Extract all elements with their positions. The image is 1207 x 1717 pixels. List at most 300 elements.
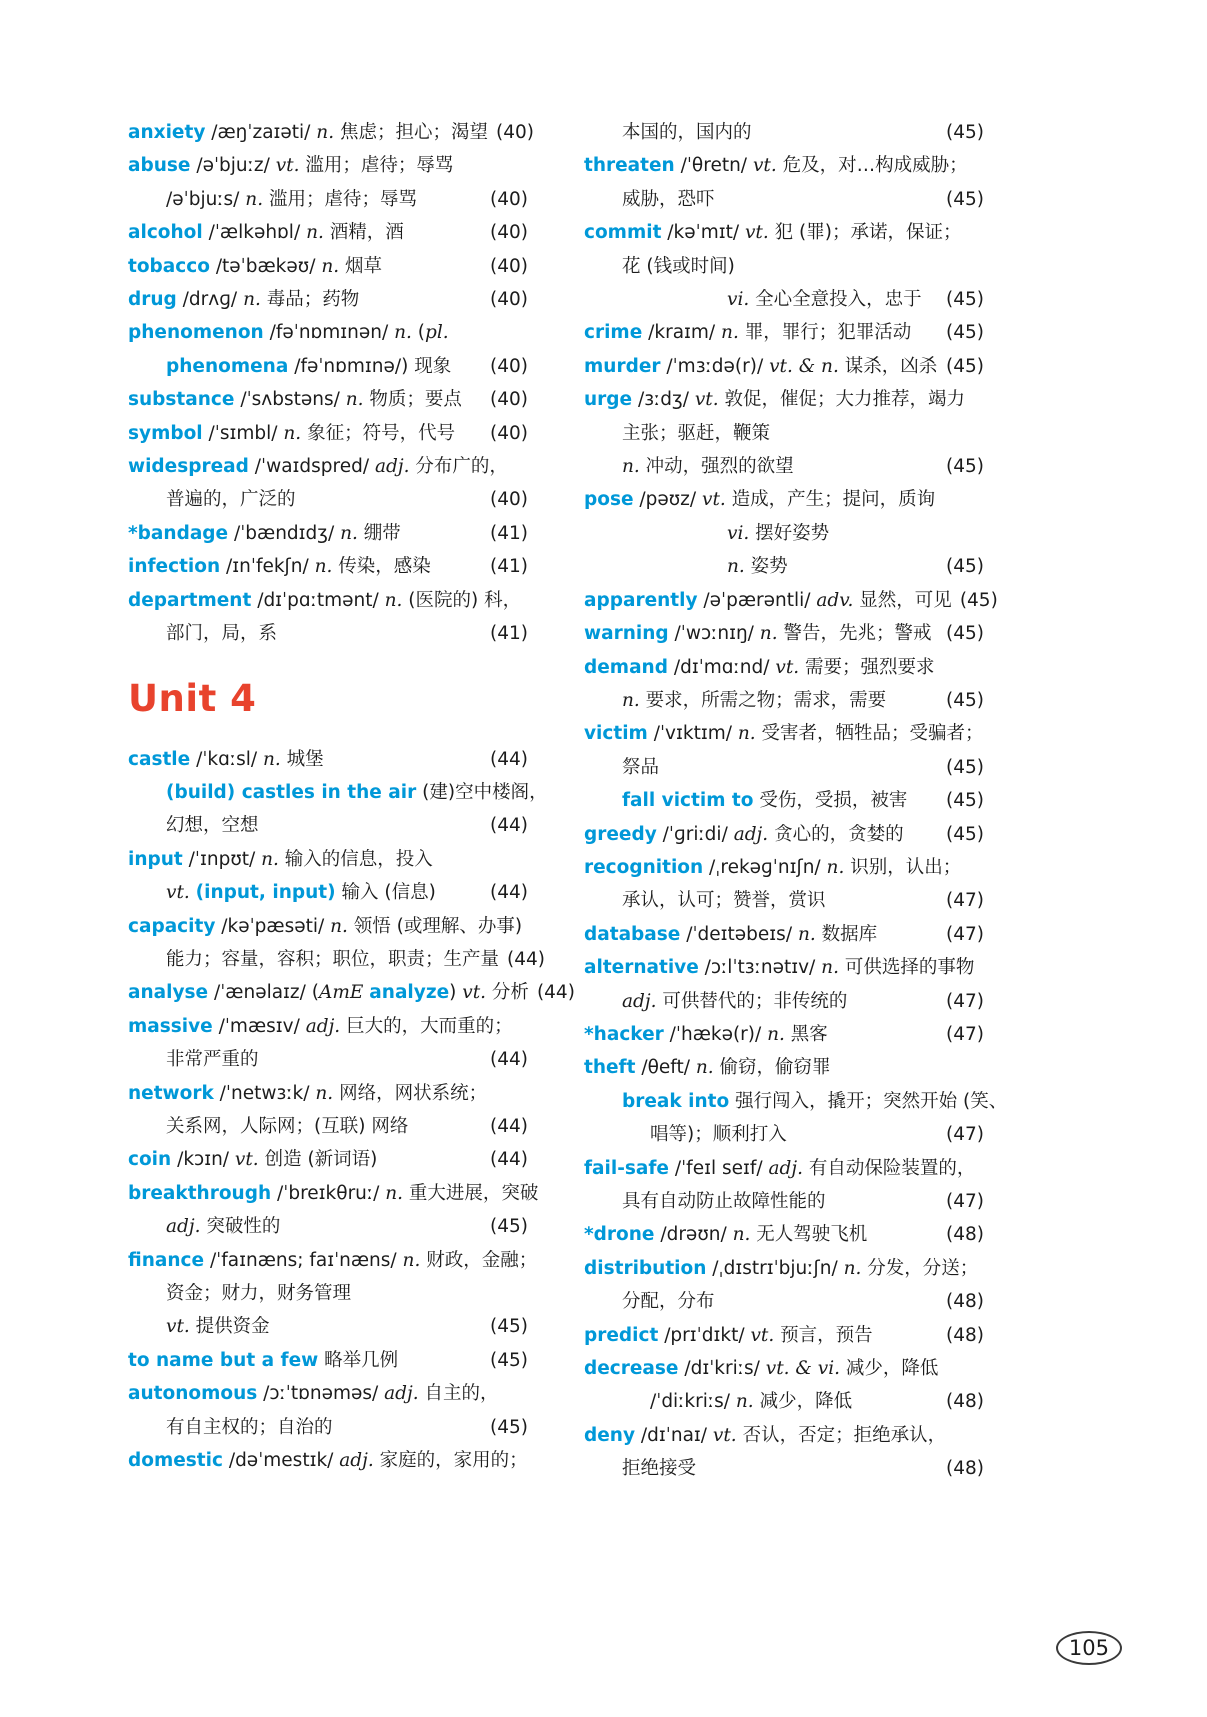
entry-text: /ˈθretn/	[674, 155, 753, 177]
page-ref: (45)	[490, 1216, 528, 1238]
vocab-line-text	[584, 1152, 975, 1185]
vocab-line	[128, 1244, 538, 1277]
vocab-line-text	[128, 1143, 377, 1176]
entry-text: 需要；强烈要求	[799, 656, 935, 678]
vocab-line-text	[166, 809, 259, 842]
entry-text: 姿势	[744, 556, 788, 578]
vocab-line-text	[128, 450, 508, 483]
entry-text: )	[449, 982, 463, 1004]
entry-text: 敦促，催促；大力推荐，竭力	[718, 389, 965, 411]
entry-text: 分布广的，	[409, 456, 508, 478]
entry-text: 巨大的，大而重的；	[340, 1015, 513, 1037]
vocab-line-text	[584, 951, 974, 984]
entry-text: 输入 (信息)	[335, 882, 436, 904]
vocab-line	[128, 1310, 528, 1343]
vocab-line	[128, 383, 528, 416]
vocab-line-text	[128, 383, 462, 416]
vocab-line-text	[584, 617, 931, 650]
headword: *bandage	[128, 522, 229, 544]
page-ref: (45)	[946, 122, 984, 143]
vocab-line	[584, 617, 984, 650]
entry-text: /dɪˈpɑːtmənt/	[251, 589, 385, 611]
pos-label: vt. & vi.	[765, 1358, 840, 1380]
headword: symbol	[128, 422, 203, 444]
entry-text: 分配，分布	[622, 1291, 715, 1313]
vocab-line	[128, 149, 528, 182]
page-ref: (45)	[490, 1416, 528, 1438]
pos-label: n.	[721, 322, 739, 344]
headword: input	[128, 848, 183, 870]
entry-text: 减少，降低	[840, 1358, 939, 1380]
entry-text: /ˈdeɪtəbeɪs/	[680, 923, 798, 945]
pos-label: vt.	[712, 1424, 737, 1446]
entry-text: /ˌdɪstrɪˈbjuːʃn/	[706, 1257, 844, 1279]
entry-text: 毒品；药物	[260, 289, 360, 311]
vocab-line-text	[622, 985, 847, 1018]
vocab-line-text	[128, 417, 455, 450]
page-ref: (45)	[946, 823, 984, 845]
entry-text: /ˈmæsɪv/	[212, 1015, 306, 1037]
entry-text: 全心全意投入，忠于	[749, 289, 922, 311]
vocab-line-text	[584, 1051, 831, 1084]
headword: greedy	[584, 823, 657, 845]
pos-label: vt.	[694, 389, 719, 411]
entry-text: /ˈbændɪdʒ/	[228, 522, 341, 544]
headword: widespread	[128, 456, 249, 478]
pos-label: vt. & n.	[769, 355, 839, 377]
page-ref: (45)	[946, 689, 984, 711]
entry-text: 略举几例	[318, 1349, 399, 1371]
entry-text: 有自主权的；自治的	[166, 1416, 333, 1438]
headword: recognition	[584, 856, 704, 878]
vocab-line	[128, 1177, 539, 1210]
vocab-line-text	[650, 1118, 787, 1151]
pos-label: n.	[384, 589, 403, 611]
headword: analyse	[128, 982, 209, 1004]
vocab-line	[128, 517, 528, 550]
pos-label: adv.	[816, 589, 854, 611]
headword: victim	[584, 723, 648, 745]
vocab-line	[128, 283, 528, 316]
pos-label: vt.	[744, 222, 769, 244]
vocab-line-text	[584, 1018, 828, 1051]
entry-text: 网络，网状系统；	[333, 1082, 488, 1104]
headword: database	[584, 923, 681, 945]
vocab-line	[128, 584, 528, 617]
pos-label: adj.	[305, 1015, 341, 1037]
page-ref: (47)	[946, 923, 984, 945]
pos-label: n.	[245, 188, 264, 210]
page-ref: (40)	[490, 422, 528, 444]
vocab-line-text	[584, 216, 961, 249]
page-ref: (44)	[507, 948, 545, 970]
pos-label: adj.	[622, 990, 657, 1012]
entry-text: 幻想，空想	[166, 815, 259, 837]
headword: capacity	[128, 915, 216, 937]
vocab-line	[584, 116, 984, 149]
headword: phenomena	[166, 355, 289, 377]
headword: network	[128, 1082, 214, 1104]
entry-text: 承认，认可；赞誉，赏识	[622, 890, 826, 912]
vocab-line	[128, 910, 528, 943]
page-ref: (47)	[946, 1124, 984, 1146]
vocab-line-text	[622, 1285, 715, 1318]
vocab-line	[128, 976, 575, 1009]
entry-text: /ˈwɔːnɪŋ/	[668, 623, 760, 645]
page-ref: (40)	[490, 222, 528, 244]
entry-text: /kəˈmɪt/	[661, 222, 745, 244]
page-ref: (45)	[946, 790, 984, 812]
entry-text: 减少，降低	[753, 1391, 853, 1413]
entry-text: 酒精，酒	[323, 222, 404, 244]
vocab-line-text	[727, 550, 788, 583]
vocab-list-left-top	[128, 116, 534, 651]
entry-text: /əˈbjuːz/	[190, 155, 276, 177]
headword: fail-safe	[584, 1157, 669, 1179]
vocab-line	[584, 818, 984, 851]
vocab-line	[584, 851, 984, 884]
entry-text: 数据库	[815, 923, 878, 945]
vocab-line-text	[128, 1244, 537, 1277]
vocab-line-text	[166, 483, 296, 516]
page-ref: (48)	[946, 1291, 984, 1313]
entry-text: 摆好姿势	[749, 522, 830, 544]
vocab-line	[584, 1285, 984, 1318]
unit-heading: Unit 4	[128, 676, 257, 720]
page-ref: (48)	[946, 1458, 984, 1480]
pos-label: n.	[385, 1182, 404, 1204]
pos-label: adj.	[733, 823, 769, 845]
headword: apparently	[584, 589, 698, 611]
pos-label: n.	[262, 748, 281, 770]
entry-text: 城堡	[280, 748, 324, 770]
entry-text: /ˈkɑːsl/	[190, 748, 263, 770]
vocab-list-left-bottom	[128, 743, 575, 1478]
entry-text: 创造 (新词语)	[258, 1149, 378, 1171]
pos-label: n.	[732, 1224, 751, 1246]
headword: warning	[584, 623, 669, 645]
vocab-line	[584, 517, 984, 550]
pos-label: n.	[283, 422, 302, 444]
headword: deny	[584, 1424, 636, 1446]
page-ref: (44)	[490, 882, 528, 904]
headword: to name but a few	[128, 1349, 319, 1371]
entry-text: /kraɪm/	[642, 322, 722, 344]
pos-label: adj.	[768, 1157, 803, 1179]
page-ref: (45)	[946, 188, 984, 210]
vocab-line-text	[584, 851, 961, 884]
entry-text: /ˈvɪktɪm/	[647, 723, 738, 745]
pos-label: vi.	[727, 522, 750, 544]
vocab-line-text	[166, 943, 499, 976]
pos-label: n.	[826, 856, 845, 878]
vocab-line-text	[622, 417, 770, 450]
pos-label: vt.	[750, 1324, 775, 1346]
vocab-line-text	[584, 717, 984, 750]
vocab-line-text	[166, 1277, 351, 1310]
headword: murder	[584, 355, 661, 377]
entry-text: 财政，金融；	[420, 1249, 538, 1271]
vocab-line-text	[166, 776, 548, 809]
vocab-line-text	[128, 316, 449, 349]
entry-text: /əˈpærəntli/	[697, 589, 817, 611]
pos-label: n.	[321, 255, 340, 277]
vocab-line-text	[166, 617, 277, 650]
page-ref: (44)	[490, 748, 528, 770]
vocab-line	[584, 450, 984, 483]
vocab-line	[128, 350, 528, 383]
vocab-line	[584, 250, 984, 283]
entry-text: 突破性的	[200, 1216, 281, 1238]
headword: decrease	[584, 1358, 679, 1380]
vocab-line	[128, 417, 528, 450]
pos-label: n.	[316, 122, 335, 143]
entry-text: /drəʊn/	[654, 1224, 733, 1246]
entry-text: 拒绝接受	[622, 1458, 697, 1480]
vocab-line	[128, 1077, 528, 1110]
vocab-line	[584, 483, 984, 516]
headword: anxiety	[128, 122, 206, 143]
page-ref: (44)	[490, 1149, 528, 1171]
page-ref: (40)	[490, 389, 528, 411]
vocab-line-text	[584, 818, 904, 851]
pos-label: adj.	[374, 456, 410, 478]
pos-label: AmE	[318, 982, 364, 1004]
entry-text: 可供选择的事物	[838, 957, 975, 979]
vocab-line-text	[128, 1177, 538, 1210]
vocab-line	[128, 250, 528, 283]
entry-text: 无人驾驶飞机	[750, 1224, 868, 1246]
entry-text: 领悟 (或理解、办事)	[347, 915, 523, 937]
vocab-line-text	[128, 1344, 398, 1377]
entry-text: /ˌrekəɡˈnɪʃn/	[703, 856, 827, 878]
vocab-line-text	[622, 784, 907, 817]
entry-text: 贪心的，贪婪的	[768, 823, 904, 845]
vocab-line-text	[166, 876, 436, 909]
vocab-line	[584, 784, 984, 817]
entry-text: 祭品	[622, 756, 660, 778]
entry-text: /əˈbjuːs/	[166, 188, 246, 210]
vocab-line-text	[622, 450, 794, 483]
entry-text: 烟草	[339, 255, 383, 277]
vocab-line	[584, 1419, 984, 1452]
pos-label: n.	[695, 1057, 714, 1079]
page-ref: (41)	[490, 522, 528, 544]
vocab-line-text	[584, 483, 935, 516]
entry-text: 能力；容量，容积；职位，职责；生产量	[166, 948, 500, 970]
entry-text: 危及，对…构成威胁；	[776, 155, 968, 177]
pos-label: n.	[821, 957, 839, 979]
vocab-line	[128, 450, 528, 483]
vocab-line	[584, 651, 984, 684]
vocab-line	[584, 383, 984, 416]
entry-text: /ɜːdʒ/	[632, 389, 695, 411]
page-ref: (48)	[946, 1324, 984, 1346]
vocab-line	[128, 743, 528, 776]
entry-text: (建)空中楼阁，	[416, 781, 548, 803]
entry-text: /ɔːˈtɒnəməs/	[257, 1383, 385, 1405]
pos-label: n.	[735, 1391, 754, 1413]
entry-text: 犯 (罪)；承诺，保证；	[768, 222, 962, 244]
vocab-line	[584, 350, 984, 383]
vocab-line	[584, 884, 984, 917]
page-ref: (47)	[946, 1191, 984, 1212]
vocab-line-text	[128, 116, 488, 149]
pos-label: vt.	[462, 982, 487, 1004]
pos-label: n.	[843, 1257, 862, 1279]
vocab-line	[584, 149, 984, 182]
vocab-line-text	[727, 517, 829, 550]
vocab-line-text	[622, 751, 659, 784]
pos-label: vt.	[234, 1149, 259, 1171]
entry-text: /fəˈnɒmɪnən/	[263, 322, 395, 344]
headword: crime	[584, 322, 643, 344]
headword: tobacco	[128, 255, 210, 277]
page-ref: (40)	[490, 489, 528, 511]
entry-text: 要求，所需之物；需求，需要	[639, 689, 887, 711]
vocab-line-text	[584, 1218, 867, 1251]
entry-text: 关系网，人际网；(互联) 网络	[166, 1115, 409, 1137]
entry-text: /kəˈpæsəti/	[215, 915, 331, 937]
vocab-line	[584, 1085, 1008, 1118]
entry-text: 家庭的，家用的；	[373, 1450, 528, 1472]
pos-label: n.	[315, 1082, 334, 1104]
entry-text: 识别，认出；	[844, 856, 962, 878]
vocab-line	[584, 985, 984, 1018]
vocab-line-text	[584, 584, 952, 617]
vocab-line-text	[128, 250, 382, 283]
entry-text: 受害者，牺牲品；受骗者；	[755, 723, 984, 745]
pos-label: n.	[261, 848, 279, 870]
entry-text: 具有自动防止故障性能的	[622, 1191, 826, 1212]
pos-label: vt.	[166, 882, 190, 904]
page-ref: (47)	[946, 1023, 984, 1045]
headword: massive	[128, 1015, 213, 1037]
headword: phenomenon	[128, 322, 264, 344]
vocab-line-text	[584, 350, 937, 383]
vocab-line-text	[166, 183, 417, 216]
entry-text: /θeft/	[635, 1057, 696, 1079]
vocab-line	[584, 216, 984, 249]
vocab-line-text	[584, 383, 965, 416]
vocab-line	[128, 1143, 528, 1176]
page-ref: (40)	[490, 355, 528, 377]
entry-text: /dɪˈmɑːnd/	[667, 656, 776, 678]
vocab-line-text	[622, 1185, 826, 1218]
vocab-line-text	[166, 1210, 280, 1243]
entry-text: 传染，感染	[332, 556, 431, 578]
pos-label: adj.	[384, 1383, 419, 1405]
pos-label: pl.	[425, 322, 449, 344]
pos-label: n.	[797, 923, 816, 945]
pos-label: vt.	[166, 1316, 190, 1338]
page-ref: (45)	[490, 1316, 528, 1338]
entry-text: /ɔːlˈtɜːnətɪv/	[698, 957, 822, 979]
entry-text: /ˈnetwɜːk/	[213, 1082, 316, 1104]
entry-text: 资金；财力，财务管理	[166, 1283, 352, 1304]
vocab-line	[128, 943, 545, 976]
vocab-line	[128, 1344, 528, 1377]
vocab-line-text	[584, 1319, 873, 1352]
page-ref: (47)	[946, 890, 984, 912]
page-ref: (45)	[946, 756, 984, 778]
headword: pose	[584, 489, 634, 511]
vocab-line	[128, 216, 528, 249]
entry-text: /ˈsʌbstəns/	[234, 389, 346, 411]
entry-text: /ˈɡriːdi/	[656, 823, 734, 845]
entry-text: /ˈsɪmbl/	[202, 422, 284, 444]
entry-text: 滥用；虐待；辱骂	[263, 188, 417, 210]
right-column	[584, 116, 1008, 1486]
vocab-line	[584, 1252, 984, 1285]
page-ref: (48)	[946, 1391, 984, 1413]
vocab-line-text	[128, 149, 453, 182]
vocab-line-text	[128, 1010, 513, 1043]
entry-text: 谋杀，凶杀	[838, 355, 938, 377]
entry-text: 预言，预告	[774, 1324, 873, 1346]
entry-text: 冲动，强烈的欲望	[639, 456, 794, 478]
headword: autonomous	[128, 1383, 258, 1405]
vocab-list-right	[584, 116, 1008, 1486]
entry-text: /ˈælkəhɒl/	[202, 222, 307, 244]
entry-text: 可供替代的；非传统的	[656, 990, 848, 1012]
vocab-line	[584, 1051, 984, 1084]
entry-text: 有自动保险装置的，	[803, 1157, 976, 1179]
headword: (input, input)	[195, 882, 336, 904]
entry-text: 主张；驱赶，鞭策	[622, 422, 771, 444]
vocab-line-text	[584, 149, 968, 182]
vocab-line	[584, 1018, 984, 1051]
headword: threaten	[584, 155, 675, 177]
entry-text: /ˈɪnpʊt/	[182, 848, 262, 870]
entry-text: /dɪˈnaɪ/	[635, 1424, 713, 1446]
pos-label: n.	[737, 723, 756, 745]
vocab-line-text	[128, 584, 521, 617]
entry-text: /ˈfaɪnæns; faɪˈnæns/	[204, 1249, 403, 1271]
pos-label: n.	[345, 389, 364, 411]
vocab-line	[584, 1452, 984, 1485]
page-ref: (48)	[946, 1224, 984, 1246]
entry-text: /ˈwaɪdspred/	[248, 456, 375, 478]
pos-label: n.	[622, 689, 640, 711]
pos-label: vt.	[752, 155, 777, 177]
headword: predict	[584, 1324, 659, 1346]
page-ref: (40)	[495, 122, 534, 143]
headword: infection	[128, 556, 221, 578]
vocab-line	[128, 809, 528, 842]
vocab-line	[128, 1043, 528, 1076]
pos-label: vt.	[275, 155, 300, 177]
entry-text: 警告，先兆；警戒	[777, 623, 932, 645]
page-ref: (45)	[946, 623, 984, 645]
vocab-line	[128, 550, 528, 583]
headword: fall victim to	[622, 790, 754, 812]
vocab-line	[584, 918, 984, 951]
pos-label: n.	[727, 556, 745, 578]
vocab-line-text	[128, 743, 324, 776]
vocab-line	[584, 550, 984, 583]
vocab-line-text	[128, 1444, 528, 1477]
vocab-line-text	[128, 283, 359, 316]
vocab-line-text	[622, 1452, 696, 1485]
headword: castle	[128, 748, 191, 770]
entry-text: 提供资金	[189, 1316, 270, 1338]
page-ref: (45)	[490, 1349, 528, 1371]
vocab-line-text	[166, 1043, 259, 1076]
pos-label: n.	[314, 556, 333, 578]
vocab-line	[128, 483, 528, 516]
page-ref: (45)	[946, 556, 984, 578]
